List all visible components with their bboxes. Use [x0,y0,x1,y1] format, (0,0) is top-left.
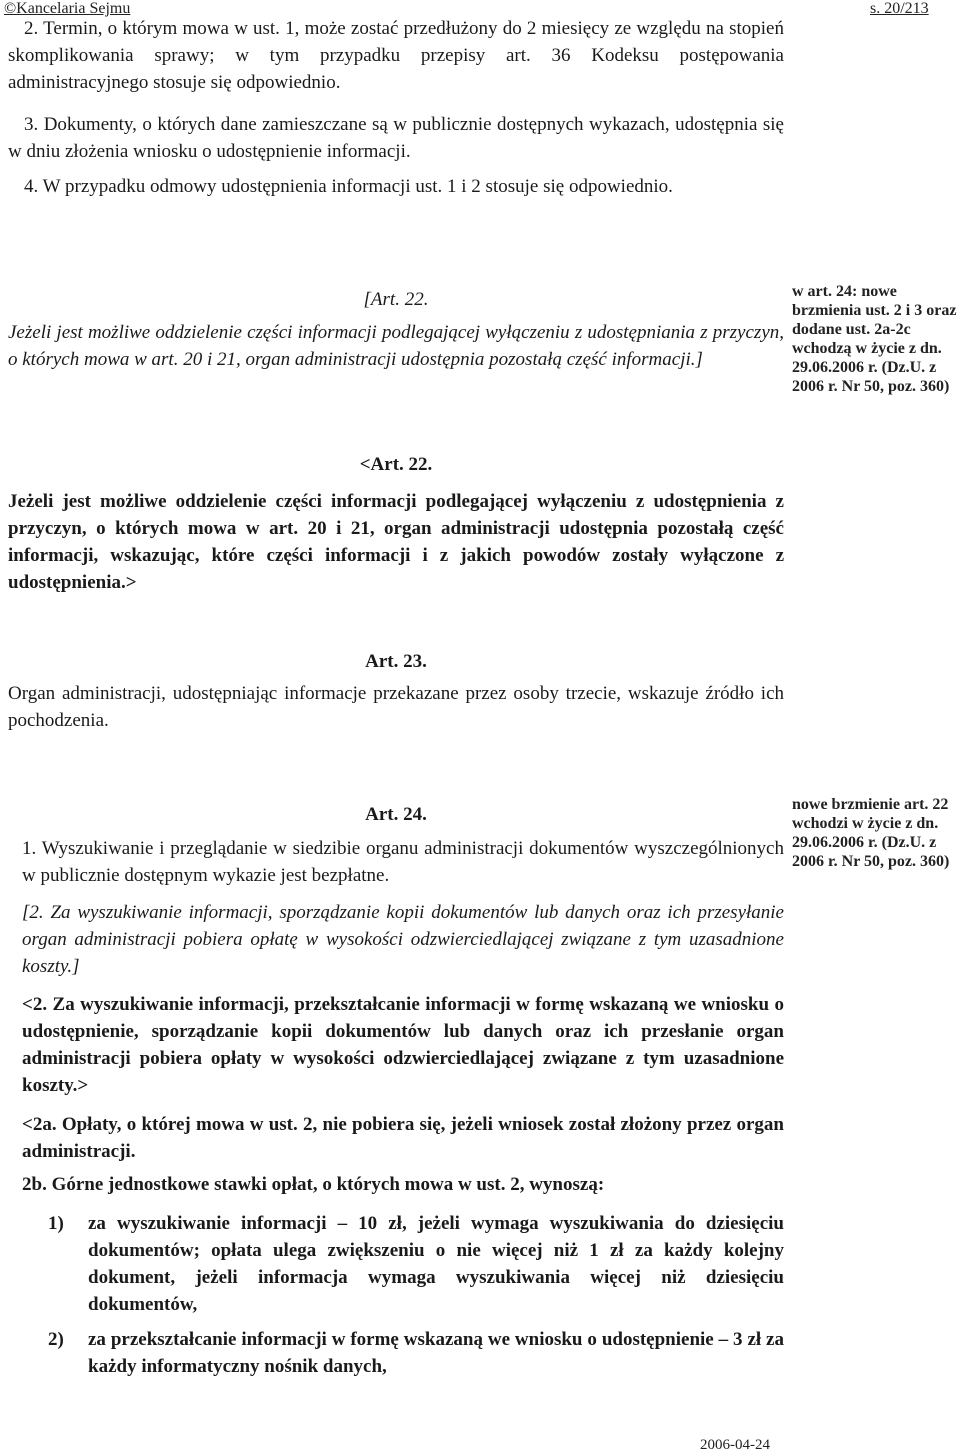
art24-p2b: 2b. Górne jednostkowe stawki opłat, o których mowa w ust. 2, wynoszą: [22,1174,605,1195]
art22-new-text: Jeżeli jest możliwe oddzielenie części informacji podlegającej wyłączeniu z udostępnienia z przyczyn, o których mowa w art. 20 i 21, organ administracji udostępnia pozostałą część informacji, wskazując, które części informacji i z jakich powodów zostały wyłączone z udostępnienia.> [8,491,784,593]
paragraph-3: 3. Dokumenty, o których dane zamieszczane są w publicznie dostępnych wykazach, udostępnia się w dniu złożenia wniosku o udostępnienie informacji. [8,114,784,162]
item-text: za wyszukiwanie informacji – 10 zł, jeżeli wymaga wyszukiwania do dziesięciu dokumentów; opłata ulega zwiększeniu o nie więcej niż 1 zł za każdy kolejny dokument, jeżeli informacja wymaga wyszukiwania więcej niż dziesięciu dokumentów, [88,1213,784,1315]
item-number: 1) [48,1213,64,1234]
footer-date: 2006-04-24 [700,1437,770,1453]
art22-old-title [8,286,784,313]
art22-old-text: Jeżeli jest możliwe oddzielenie części informacji podlegającej wyłączeniu z udostępniania z przyczyn, o których mowa w art. 20 i 21, organ administracji udostępnia pozostałą część informacji.] [8,322,784,370]
art24-item-2 [48,1326,784,1380]
art22-new-title: <Art. 22. [359,454,433,475]
header-source-link[interactable]: ©Kancelaria Sejmu [4,0,131,17]
art24-p2a: <2a. Opłaty, o której mowa w ust. 2, nie pobiera się, jeżeli wniosek został złożony przez organ administracji. [22,1114,784,1162]
art23-title: Art. 23. [365,651,427,672]
art22-old-title-text: [Art. 22. [363,289,429,310]
art24-p1: 1. Wyszukiwanie i przeglądanie w siedzibie organu administracji dokumentów wyszczególnionych w publicznie dostępnym wykazie jest bezpłatne. [22,838,784,886]
header-page-number[interactable]: s. 20/213 [870,0,929,17]
item-number: 2) [48,1329,64,1350]
art24-item-1 [48,1210,784,1318]
art23-text: Organ administracji, udostępniając informacje przekazane przez osoby trzecie, wskazuje źródło ich pochodzenia. [8,683,784,731]
side-note-art24: w art. 24: nowe brzmienia ust. 2 i 3 oraz dodane ust. 2a-2c wchodzą w życie z dn. 29.06.2006 r. (Dz.U. z 2006 r. Nr 50, poz. 360) [792,283,957,395]
item-text: za przekształcanie informacji w formę wskazaną we wniosku o udostępnienie – 3 zł za każdy informatyczny nośnik danych, [88,1329,784,1377]
art24-title: Art. 24. [365,804,427,825]
art24-p2-new: <2. Za wyszukiwanie informacji, przekształcanie informacji w formę wskazaną we wniosku o udostępnienie, sporządzanie kopii dokumentów lub danych oraz ich przesłanie organ administracji pobiera opłaty w wysokości odzwierciedlającej związane z tym uzasadnione koszty.> [22,994,784,1096]
side-note-art22: nowe brzmienie art. 22 wchodzi w życie z dn. 29.06.2006 r. (Dz.U. z 2006 r. Nr 50, poz. 360) [792,796,950,870]
paragraph-4: 4. W przypadku odmowy udostępnienia informacji ust. 1 i 2 stosuje się odpowiednio. [24,176,673,197]
art24-p2-old: [2. Za wyszukiwanie informacji, sporządzanie kopii dokumentów lub danych oraz ich przesyłanie organ administracji pobiera opłatę w wysokości odzwierciedlającej związane z tym uzasadnione koszty.] [22,902,784,977]
paragraph-2: 2. Termin, o którym mowa w ust. 1, może zostać przedłużony do 2 miesięcy ze względu na stopień skomplikowania sprawy; w tym przypadku przepisy art. 36 Kodeksu postępowania administracyjnego stosuje się odpowiednio. [8,18,784,93]
